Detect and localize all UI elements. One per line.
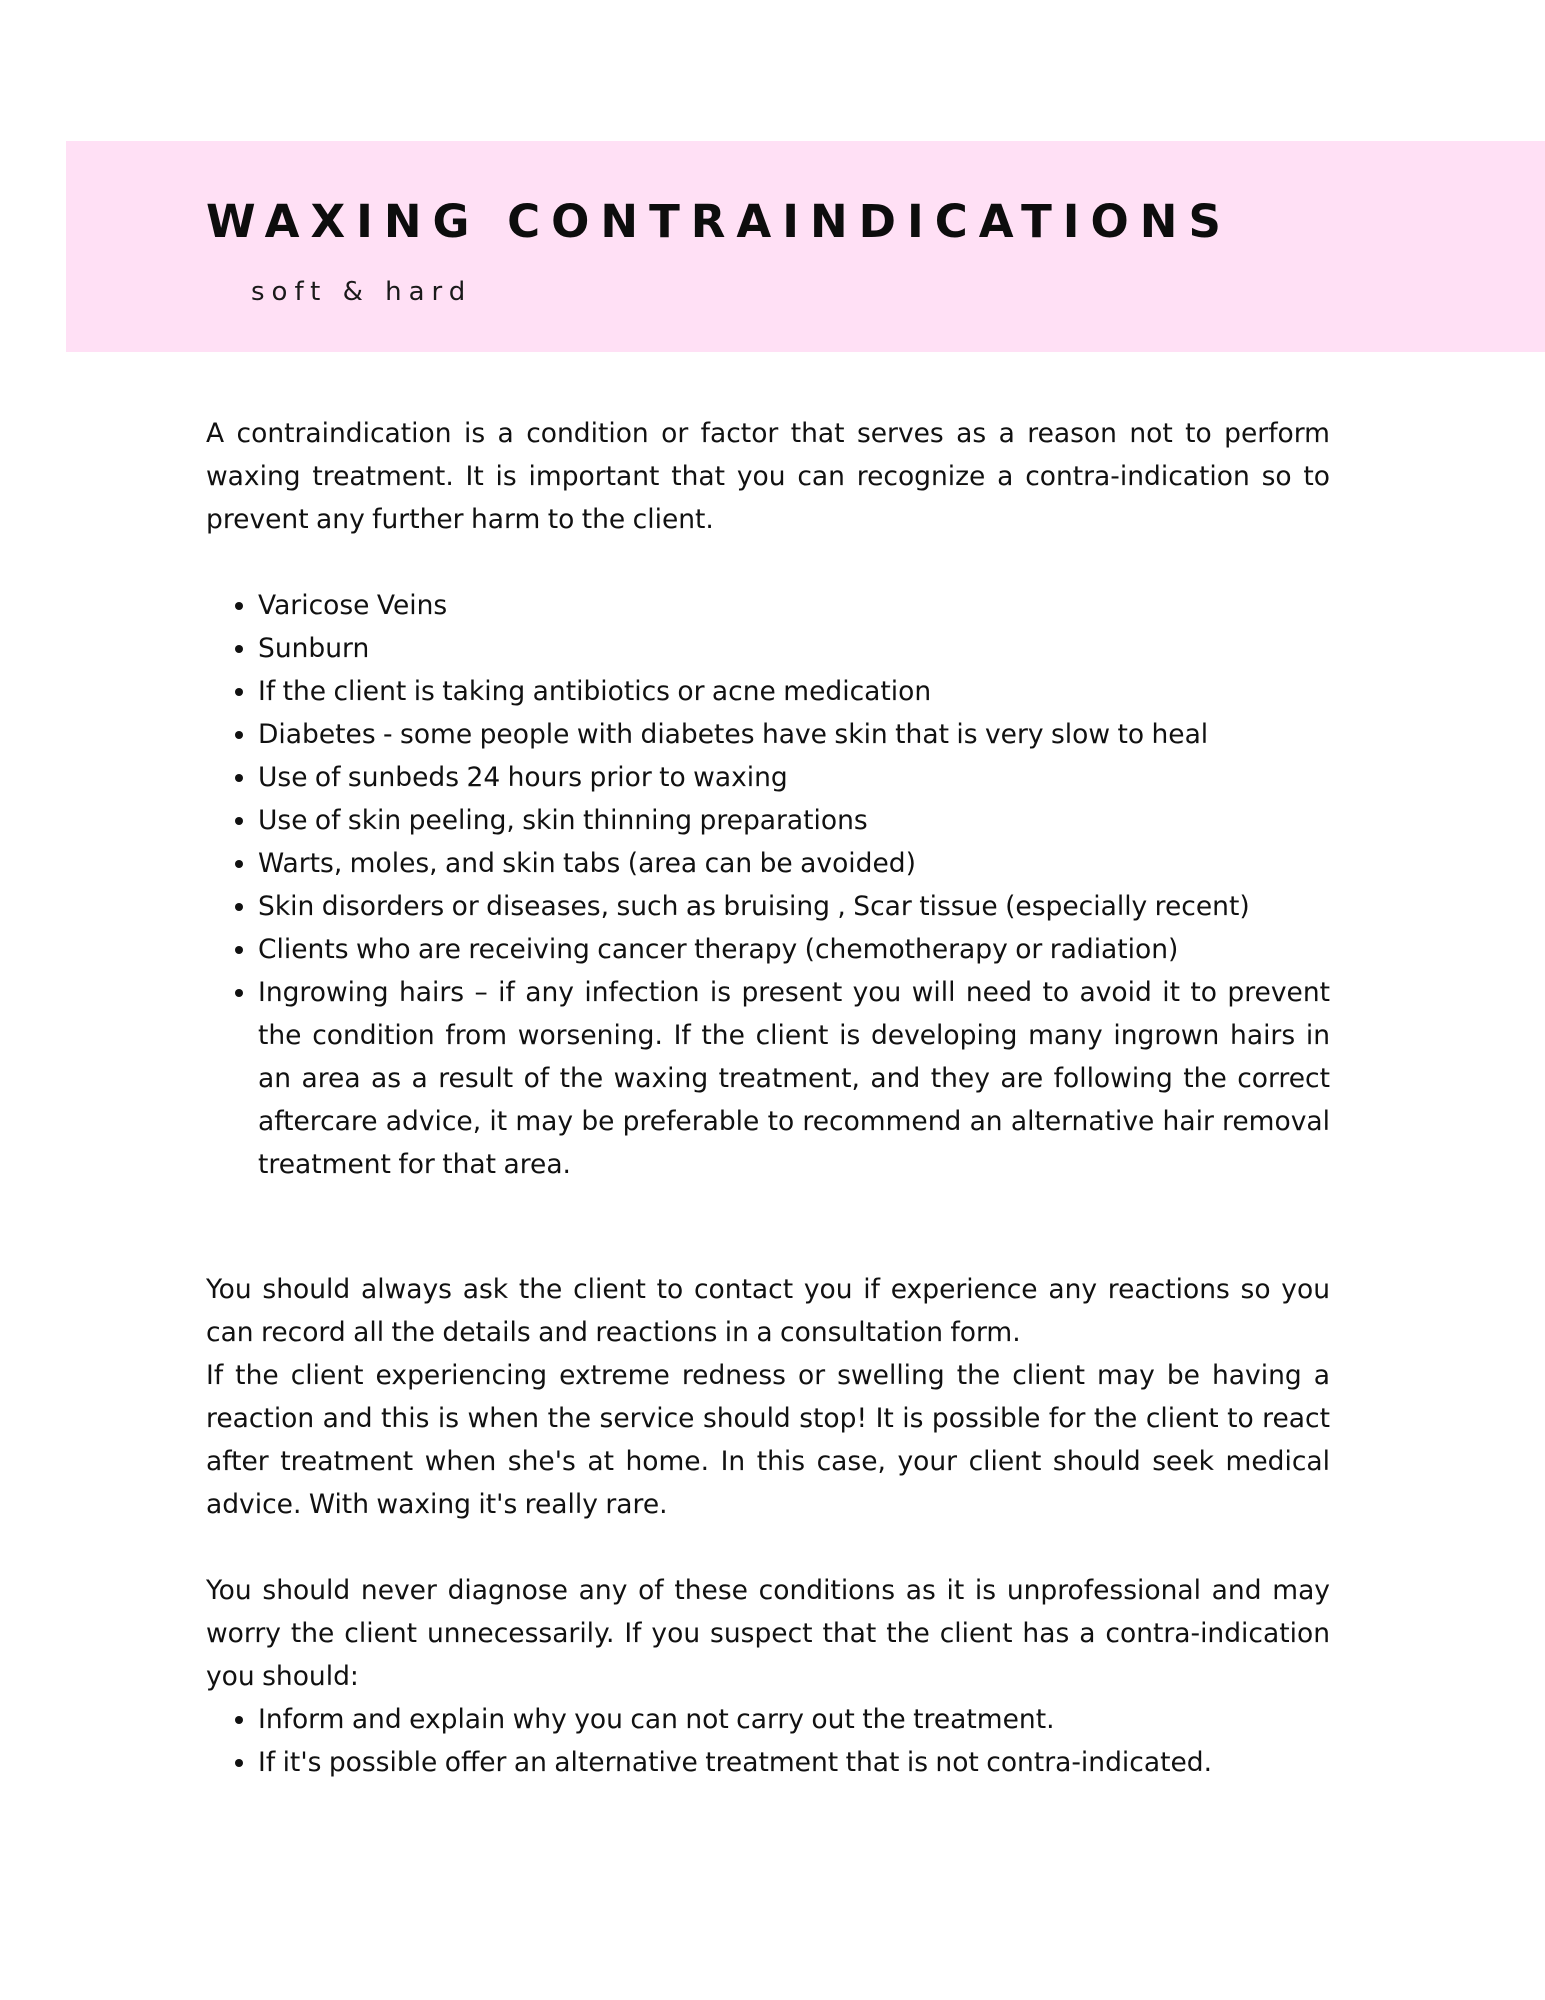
- list-item: • Ingrowing hairs – if any infection is present you will need to avoid it to prevent the condition from worsening. If the client is developing many ingrown hairs in an area as a result of the waxing treatment, and they are following the correct aftercare advice, it may be preferable to recommend an alternative hair removal treatment for that area.: [258, 971, 1330, 1186]
- list-item: • Use of sunbeds 24 hours prior to waxing: [258, 756, 1330, 799]
- reactions-paragraph-2: If the client experiencing extreme redness or swelling the client may be having a reaction and this is when the service should stop! It is possible for the client to react after treatment when she's at home. In this case, your client should seek medical advice. With waxing it's really rare.: [206, 1360, 1330, 1520]
- spacer: [206, 541, 1330, 584]
- reactions-paragraph-1: You should always ask the client to contact you if experience any reactions so you can record all the details and reactions in a consultation form.: [206, 1274, 1330, 1348]
- list-item: • Diabetes - some people with diabetes have skin that is very slow to heal: [258, 713, 1330, 756]
- list-item: • Skin disorders or diseases, such as bruising , Scar tissue (especially recent): [258, 885, 1330, 928]
- contraindications-list: [206, 584, 1330, 1186]
- list-item: • If the client is taking antibiotics or acne medication: [258, 670, 1330, 713]
- header-band: [66, 141, 1545, 352]
- list-item: • Warts, moles, and skin tabs (area can be avoided): [258, 842, 1330, 885]
- list-item: • Clients who are receiving cancer therapy (chemotherapy or radiation): [258, 928, 1330, 971]
- page-title: WAXING CONTRAINDICATIONS: [206, 195, 1232, 248]
- list-item: • Sunburn: [258, 627, 1330, 670]
- list-item: • If it's possible offer an alternative treatment that is not contra-indicated.: [258, 1741, 1330, 1784]
- diagnosis-paragraph: You should never diagnose any of these conditions as it is unprofessional and may worry the client unnecessarily. If you suspect that the client has a contra-indication you should:: [206, 1575, 1330, 1692]
- spacer: [206, 1526, 1330, 1569]
- diagnosis-steps-list: [206, 1698, 1330, 1784]
- list-item: • Use of skin peeling, skin thinning preparations: [258, 799, 1330, 842]
- list-item: • Inform and explain why you can not carry out the treatment.: [258, 1698, 1330, 1741]
- list-item: • Varicose Veins: [258, 584, 1330, 627]
- document-body: [206, 412, 1330, 1784]
- spacer: [206, 1186, 1330, 1268]
- page-subtitle: soft & hard: [251, 277, 473, 307]
- intro-paragraph: A contraindication is a condition or factor that serves as a reason not to perform waxing treatment. It is important that you can recognize a contra-indication so to prevent any further harm to the client.: [206, 418, 1330, 535]
